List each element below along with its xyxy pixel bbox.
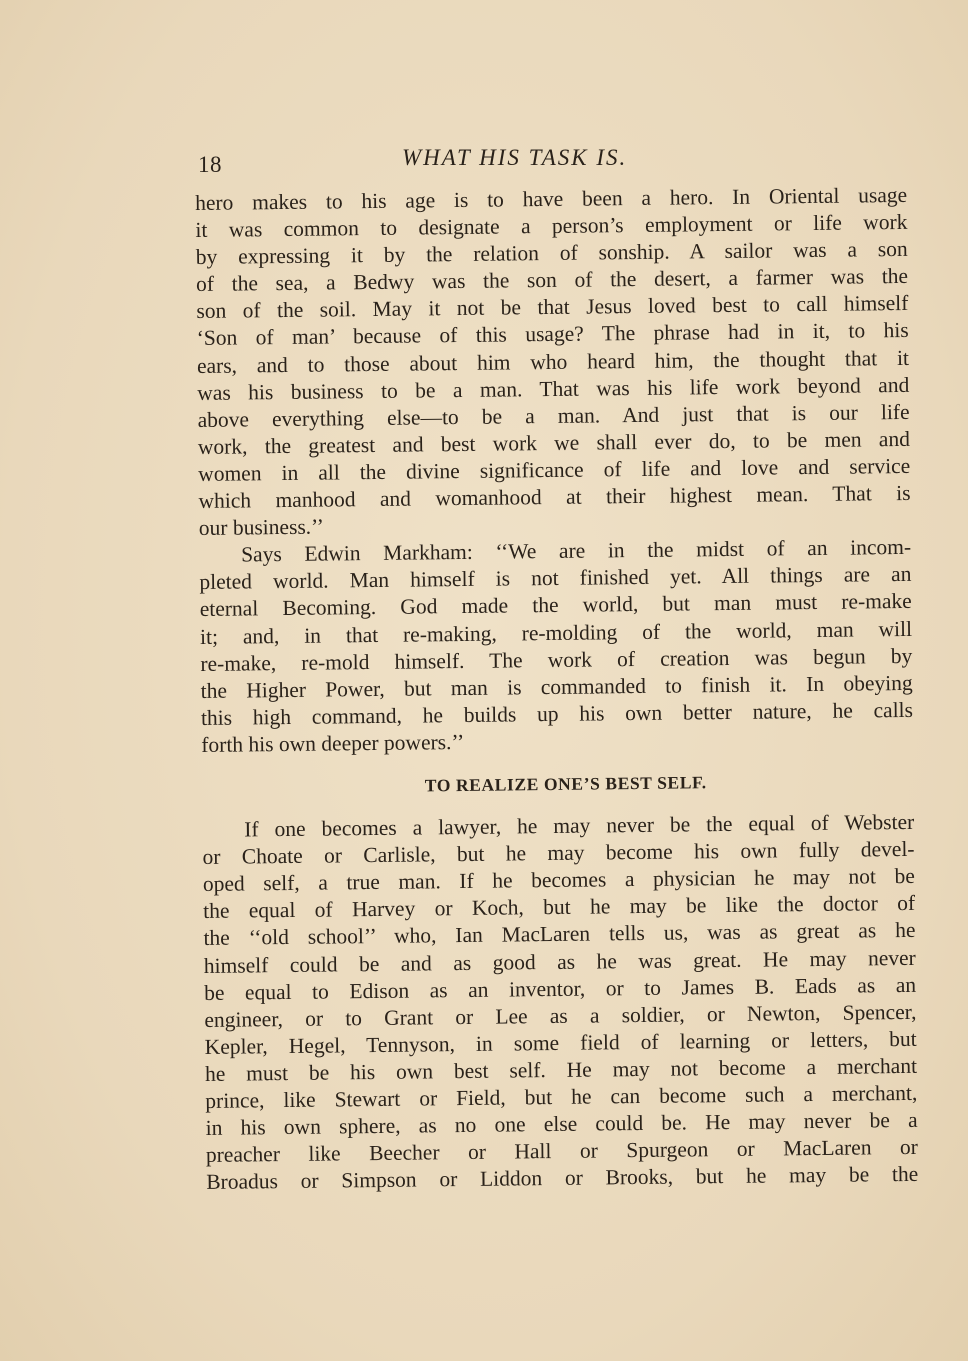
- text-line: ‘Son of man’ because of this usage? The phrase had in it, to his: [196, 318, 909, 351]
- text-line: Broadus or Simpson or Liddon or Brooks, but he may be the: [206, 1162, 919, 1195]
- text-line: which manhood and womanhood at their highest mean. That is: [198, 480, 911, 514]
- text-line: the Higher Power, but man is commanded to finish it. In obeying: [200, 670, 913, 703]
- text-line: was his business to be a man. That was his life work beyond and: [197, 372, 910, 405]
- section-heading: TO REALIZE ONE’S BEST SELF.: [424, 772, 707, 796]
- text-line: the ‘‘old school’’ who, Ian MacLaren tells us, was as great as he: [203, 918, 916, 951]
- text-line: the equal of Harvey or Koch, but he may be like the doctor of: [203, 891, 916, 924]
- text-line: it; and, in that re-making, re-molding of the world, man will: [199, 616, 913, 649]
- text-line: Kepler, Hegel, Tennyson, in some field of learning or letters, but: [204, 1026, 917, 1059]
- text-line: oped self, a true man. If he becomes a physician he may not be: [202, 864, 915, 897]
- text-line: it was common to designate a person’s employment or life work: [195, 210, 908, 243]
- text-line: or Choate or Carlisle, but he may become his own fully devel-: [202, 837, 915, 870]
- running-head: WHAT HIS TASK IS.: [402, 145, 628, 170]
- text-line: eternal Becoming. God made the world, but man must re-make: [199, 589, 912, 622]
- text-line: of the sea, a Bedwy was the son of the desert, a farmer was the: [195, 264, 909, 297]
- page-number: 18: [198, 152, 222, 177]
- text-line: be equal to Edison as an inventor, or to James B. Eads as an: [203, 972, 917, 1005]
- text-line: ears, and to those about him who heard him, the thought that it: [196, 345, 910, 378]
- body-text: [195, 182, 918, 1196]
- text-line: engineer, or to Grant or Lee as a soldier, or Newton, Spencer,: [204, 999, 917, 1032]
- text-line: If one becomes a lawyer, he may never be the equal of Webster: [244, 809, 915, 842]
- paragraph-2: [199, 534, 913, 759]
- text-line: pleted world. Man himself is not finished yet. All things are an: [199, 562, 912, 595]
- text-line: in his own sphere, as no one else could be. He may never be a: [205, 1107, 918, 1141]
- text-line: women in all the divine significance of life and love and service: [198, 453, 911, 486]
- text-line: prince, like Stewart or Field, but he can become such a merchant,: [205, 1080, 918, 1113]
- text-line: hero makes to his age is to have been a hero. In Oriental usage: [195, 182, 908, 215]
- text-line: our business.’’: [198, 514, 324, 541]
- text-line: Says Edwin Markham: ‘‘We are in the midst of an incom-: [241, 535, 912, 567]
- text-line: he must be his own best self. He may not become a merchant: [204, 1053, 918, 1086]
- text-line: work, the greatest and best work we shall ever do, to be men and: [197, 426, 911, 459]
- paragraph-1: [195, 182, 911, 542]
- text-line: above everything else—to be a man. And just that is our life: [197, 399, 910, 432]
- paragraph-3: [202, 809, 918, 1196]
- text-line: himself could be and as good as he was great. He may never: [203, 945, 916, 978]
- text-line: by expressing it by the relation of sonship. A sailor was a son: [195, 237, 908, 270]
- text-line: re-make, re-mold himself. The work of creation was begun by: [200, 643, 913, 676]
- text-line: this high command, he builds up his own better nature, he calls: [200, 697, 914, 730]
- text-line: son of the soil. May it not be that Jesus loved best to call himself: [196, 291, 909, 324]
- text-line: forth his own deeper powers.’’: [201, 729, 465, 757]
- text-line: preacher like Beecher or Hall or Spurgeon or MacLaren or: [205, 1135, 919, 1168]
